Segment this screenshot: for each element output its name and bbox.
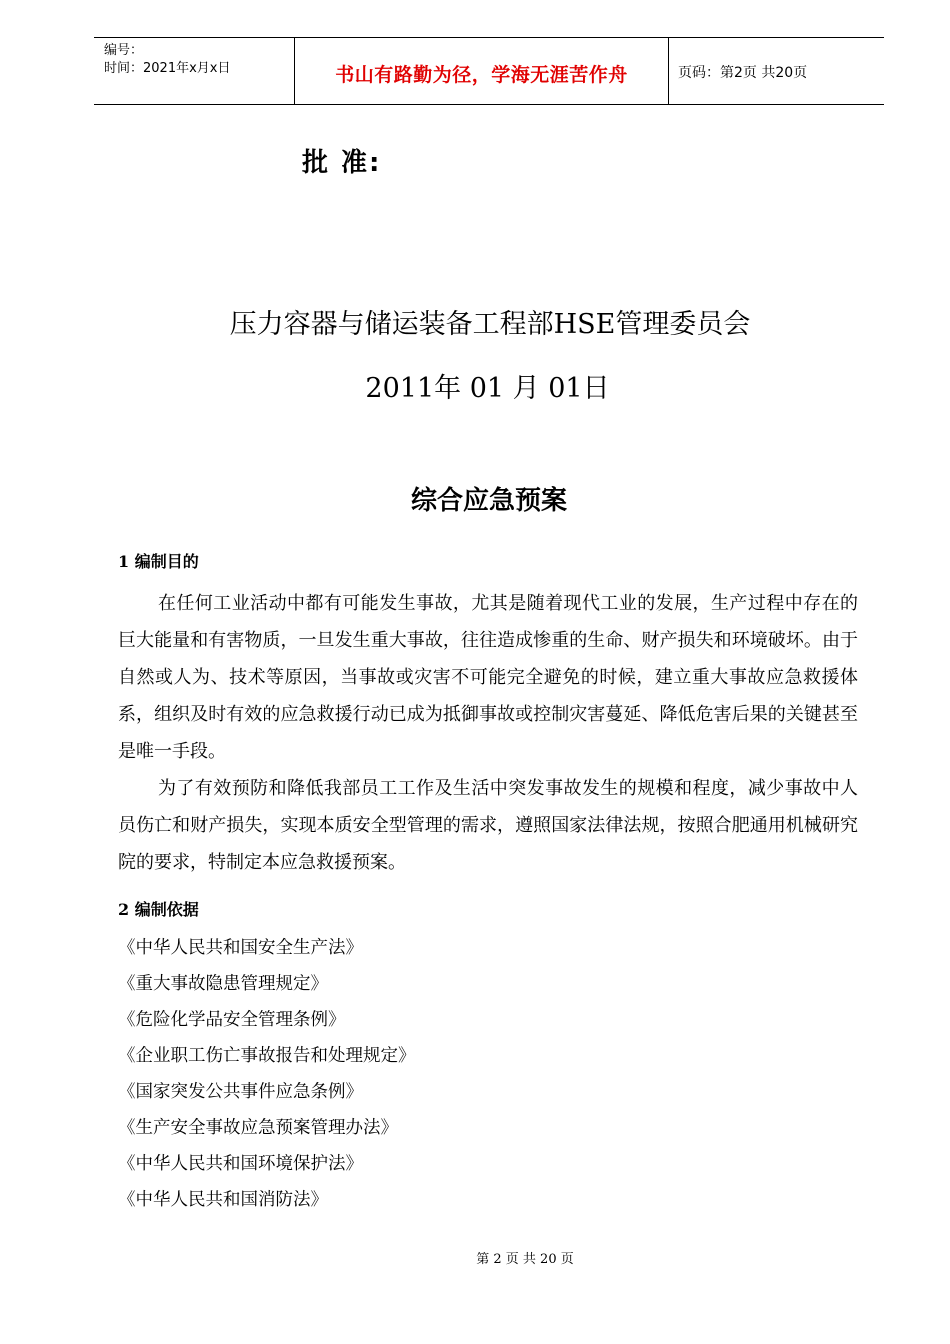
page-header: [94, 37, 884, 105]
section-heading-basis: 2 编制依据: [118, 900, 199, 919]
list-item: 《危险化学品安全管理条例》: [118, 1010, 346, 1030]
page-info: 页码：第2页 共20页: [678, 65, 808, 81]
basis-list: [118, 930, 416, 1218]
motto: 书山有路勤为径，学海无涯苦作舟: [335, 64, 628, 86]
purpose-paragraph-2: 为了有效预防和降低我部员工工作及生活中突发事故发生的规模和程度，减少事故中人员伤亡和财产损失，实现本质安全型管理的需求，遵照国家法律法规，按照合肥通用机械研究院的要求，特制定本应急救援预案。: [118, 778, 858, 873]
list-item: 《生产安全事故应急预案管理办法》: [118, 1118, 398, 1138]
issue-date: 2011年 01 月 01日: [365, 373, 610, 404]
time-label: 时间：2021年x月x日: [104, 61, 231, 76]
list-item: 《中华人民共和国安全生产法》: [118, 938, 363, 958]
document-title: 综合应急预案: [410, 486, 567, 516]
list-item: 《重大事故隐患管理规定》: [118, 974, 328, 994]
footer-page-number: 第 2 页 共 20 页: [476, 1252, 574, 1267]
section-heading-purpose: 1 编制目的: [118, 552, 199, 571]
header-page-cell: [669, 38, 884, 104]
approval-label: 批 准:: [302, 148, 382, 178]
header-motto-cell: [294, 38, 669, 104]
list-item: 《中华人民共和国消防法》: [118, 1190, 328, 1210]
list-item: 《企业职工伤亡事故报告和处理规定》: [118, 1046, 416, 1066]
list-item: 《国家突发公共事件应急条例》: [118, 1082, 363, 1102]
organization-name: 压力容器与储运装备工程部HSE管理委员会: [229, 309, 751, 340]
doc-number-label: 编号：: [104, 43, 144, 58]
purpose-paragraph-1: 在任何工业活动中都有可能发生事故，尤其是随着现代工业的发展，生产过程中存在的巨大能量和有害物质，一旦发生重大事故，往往造成惨重的生命、财产损失和环境破坏。由于自然或人为、技术等原因，当事故或灾害不可能完全避免的时候，建立重大事故应急救援体系，组织及时有效的应急救援行动已成为抵御事故或控制灾害蔓延、降低危害后果的关键甚至是唯一手段。: [118, 593, 858, 762]
list-item: 《中华人民共和国环境保护法》: [118, 1154, 363, 1174]
header-meta-cell: [94, 38, 294, 104]
page-footer: [0, 1248, 950, 1267]
